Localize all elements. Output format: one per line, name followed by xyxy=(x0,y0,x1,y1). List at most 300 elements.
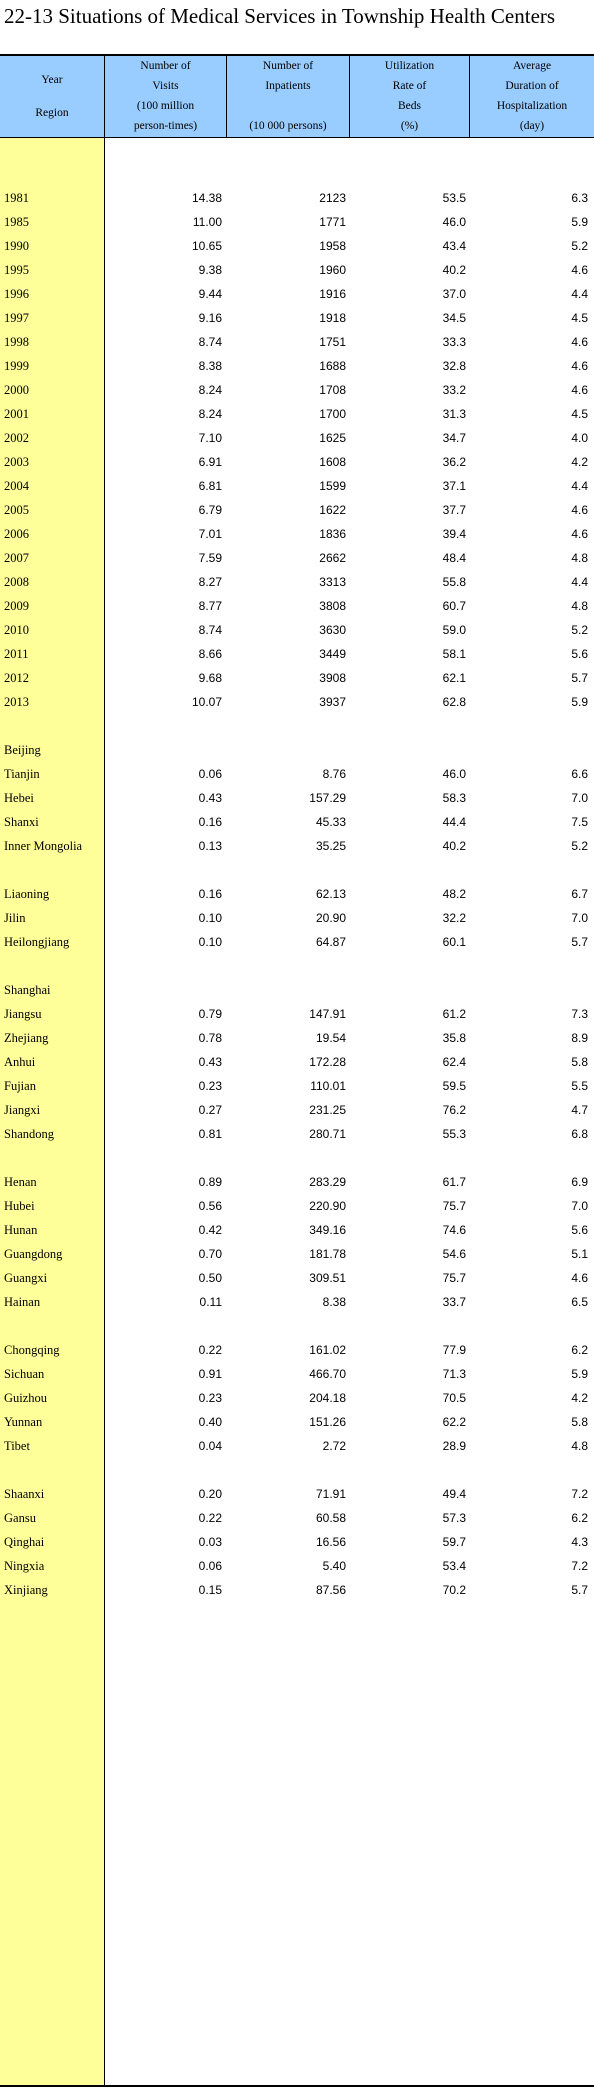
duration-cell: 4.6 xyxy=(571,383,588,397)
bed-rate-cell: 62.1 xyxy=(442,671,466,685)
duration-cell: 4.6 xyxy=(571,527,588,541)
visits-cell: 0.89 xyxy=(198,1175,222,1189)
visits-cell: 0.78 xyxy=(198,1031,222,1045)
inpatients-cell: 3808 xyxy=(319,599,346,613)
row-label: Beijing xyxy=(4,743,41,757)
row-label: Jilin xyxy=(4,911,26,925)
bed-rate-cell: 75.7 xyxy=(442,1271,466,1285)
inpatients-cell: 3908 xyxy=(319,671,346,685)
table-row xyxy=(0,594,594,618)
visits-cell: 7.10 xyxy=(198,431,222,445)
visits-cell: 0.23 xyxy=(198,1391,222,1405)
duration-cell: 7.0 xyxy=(571,791,588,805)
duration-cell: 6.6 xyxy=(571,767,588,781)
visits-cell: 0.06 xyxy=(198,1559,222,1573)
table-row xyxy=(0,762,594,786)
table-row xyxy=(0,738,594,762)
data-table xyxy=(0,54,594,2087)
row-label: 2003 xyxy=(4,455,29,469)
table-row xyxy=(0,786,594,810)
table-row xyxy=(0,354,594,378)
visits-cell: 8.74 xyxy=(198,623,222,637)
header-beds-line: (%) xyxy=(400,120,419,132)
visits-cell: 0.79 xyxy=(198,1007,222,1021)
duration-cell: 4.0 xyxy=(571,431,588,445)
row-label: Henan xyxy=(4,1175,37,1189)
table-row xyxy=(0,258,594,282)
bed-rate-cell: 49.4 xyxy=(442,1487,466,1501)
bed-rate-cell: 60.7 xyxy=(442,599,466,613)
table-row xyxy=(0,1026,594,1050)
visits-cell: 0.50 xyxy=(198,1271,222,1285)
row-label: Heilongjiang xyxy=(4,935,70,949)
visits-cell: 0.42 xyxy=(198,1223,222,1237)
duration-cell: 7.5 xyxy=(571,815,588,829)
row-label: 2012 xyxy=(4,671,29,685)
bed-rate-cell: 46.0 xyxy=(442,215,466,229)
duration-cell: 6.5 xyxy=(571,1295,588,1309)
inpatients-cell: 45.33 xyxy=(315,815,346,829)
table-row xyxy=(0,330,594,354)
inpatients-cell: 35.25 xyxy=(315,839,346,853)
table-row xyxy=(0,930,594,954)
table-row xyxy=(0,978,594,1002)
table-row xyxy=(0,1338,594,1362)
inpatients-cell: 1708 xyxy=(319,383,346,397)
duration-cell: 4.2 xyxy=(571,1391,588,1405)
visits-cell: 9.68 xyxy=(198,671,222,685)
inpatients-cell: 231.25 xyxy=(309,1103,346,1117)
visits-cell: 0.43 xyxy=(198,1055,222,1069)
inpatients-cell: 2123 xyxy=(319,191,346,205)
table-row xyxy=(0,306,594,330)
duration-cell: 4.8 xyxy=(571,551,588,565)
duration-cell: 7.0 xyxy=(571,911,588,925)
inpatients-cell: 172.28 xyxy=(309,1055,346,1069)
table-bottom-rule xyxy=(0,2085,594,2087)
row-label: Ningxia xyxy=(4,1559,45,1573)
duration-cell: 7.2 xyxy=(571,1559,588,1573)
header-year-region xyxy=(0,56,104,137)
header-year-label: Year xyxy=(41,74,63,86)
table-row xyxy=(0,1242,594,1266)
duration-cell: 6.8 xyxy=(571,1127,588,1141)
inpatients-cell: 161.02 xyxy=(309,1343,346,1357)
header-inpatients-line: (10 000 persons) xyxy=(249,120,327,132)
duration-cell: 5.1 xyxy=(571,1247,588,1261)
visits-cell: 0.03 xyxy=(198,1535,222,1549)
visits-cell: 8.66 xyxy=(198,647,222,661)
bed-rate-cell: 36.2 xyxy=(442,455,466,469)
table-row xyxy=(0,498,594,522)
row-label: 2008 xyxy=(4,575,29,589)
row-label: Anhui xyxy=(4,1055,36,1069)
bed-rate-cell: 70.5 xyxy=(442,1391,466,1405)
duration-cell: 4.7 xyxy=(571,1103,588,1117)
row-label: 2010 xyxy=(4,623,29,637)
duration-cell: 8.9 xyxy=(571,1031,588,1045)
visits-cell: 8.24 xyxy=(198,383,222,397)
table-row xyxy=(0,378,594,402)
inpatients-cell: 204.18 xyxy=(309,1391,346,1405)
visits-cell: 9.44 xyxy=(198,287,222,301)
row-label: 2002 xyxy=(4,431,29,445)
header-visits-line: Number of xyxy=(140,60,191,72)
table-row xyxy=(0,1386,594,1410)
header-inpatients-line xyxy=(287,99,290,114)
bed-rate-cell: 37.7 xyxy=(442,503,466,517)
bed-rate-cell: 43.4 xyxy=(442,239,466,253)
table-row xyxy=(0,1122,594,1146)
table-row xyxy=(0,474,594,498)
row-label: Chongqing xyxy=(4,1343,60,1357)
inpatients-cell: 1836 xyxy=(319,527,346,541)
table-row xyxy=(0,1506,594,1530)
bed-rate-cell: 33.2 xyxy=(442,383,466,397)
bed-rate-cell: 57.3 xyxy=(442,1511,466,1525)
visits-cell: 0.40 xyxy=(198,1415,222,1429)
duration-cell: 5.8 xyxy=(571,1055,588,1069)
inpatients-cell: 87.56 xyxy=(315,1583,346,1597)
table-row xyxy=(0,1410,594,1434)
bed-rate-cell: 48.4 xyxy=(442,551,466,565)
inpatients-cell: 181.78 xyxy=(309,1247,346,1261)
row-label: Zhejiang xyxy=(4,1031,49,1045)
row-label: Hainan xyxy=(4,1295,41,1309)
bed-rate-cell: 37.0 xyxy=(442,287,466,301)
inpatients-cell: 151.26 xyxy=(309,1415,346,1429)
duration-cell: 4.6 xyxy=(571,263,588,277)
visits-cell: 10.07 xyxy=(191,695,222,709)
duration-cell: 4.5 xyxy=(571,407,588,421)
table-row xyxy=(0,1002,594,1026)
inpatients-cell: 309.51 xyxy=(309,1271,346,1285)
inpatients-cell: 1622 xyxy=(319,503,346,517)
inpatients-cell: 1918 xyxy=(319,311,346,325)
inpatients-cell: 1625 xyxy=(319,431,346,445)
header-duration-line: Duration of xyxy=(505,80,559,92)
table-row xyxy=(0,450,594,474)
duration-cell: 4.8 xyxy=(571,599,588,613)
bed-rate-cell: 34.5 xyxy=(442,311,466,325)
table-row xyxy=(0,810,594,834)
visits-cell: 0.16 xyxy=(198,815,222,829)
bed-rate-cell: 32.2 xyxy=(442,911,466,925)
visits-cell: 14.38 xyxy=(191,191,222,205)
inpatients-cell: 1700 xyxy=(319,407,346,421)
row-label: Hunan xyxy=(4,1223,38,1237)
bed-rate-cell: 62.8 xyxy=(442,695,466,709)
spacer-row xyxy=(0,1146,594,1170)
header-inpatients-line: Number of xyxy=(262,60,314,72)
visits-cell: 6.91 xyxy=(198,455,222,469)
table-row xyxy=(0,1098,594,1122)
table-row xyxy=(0,546,594,570)
header-duration-line: Average xyxy=(512,60,552,72)
bed-rate-cell: 35.8 xyxy=(442,1031,466,1045)
visits-cell: 0.23 xyxy=(198,1079,222,1093)
row-label: 2007 xyxy=(4,551,29,565)
row-label: Shanxi xyxy=(4,815,39,829)
bed-rate-cell: 44.4 xyxy=(442,815,466,829)
bed-rate-cell: 62.2 xyxy=(442,1415,466,1429)
row-label: 1995 xyxy=(4,263,29,277)
header-bed-utilization xyxy=(350,56,469,137)
bed-rate-cell: 37.1 xyxy=(442,479,466,493)
duration-cell: 5.6 xyxy=(571,647,588,661)
visits-cell: 0.11 xyxy=(199,1295,222,1309)
table-row xyxy=(0,1074,594,1098)
duration-cell: 7.0 xyxy=(571,1199,588,1213)
table-row xyxy=(0,234,594,258)
duration-cell: 5.7 xyxy=(571,671,588,685)
visits-cell: 7.01 xyxy=(198,527,222,541)
row-label: Gansu xyxy=(4,1511,36,1525)
row-label: 2011 xyxy=(4,647,29,661)
inpatients-cell: 2.72 xyxy=(322,1439,346,1453)
bed-rate-cell: 53.5 xyxy=(442,191,466,205)
row-label: 1990 xyxy=(4,239,29,253)
inpatients-cell: 1688 xyxy=(319,359,346,373)
row-label: Sichuan xyxy=(4,1367,45,1381)
table-row xyxy=(0,402,594,426)
row-label: Guangdong xyxy=(4,1247,63,1261)
inpatients-cell: 3937 xyxy=(319,695,346,709)
bed-rate-cell: 60.1 xyxy=(442,935,466,949)
spacer-row xyxy=(0,714,594,738)
bed-rate-cell: 59.5 xyxy=(442,1079,466,1093)
spacer-row xyxy=(0,1314,594,1338)
duration-cell: 5.8 xyxy=(571,1415,588,1429)
header-visits-line: (100 million xyxy=(136,100,195,112)
table-row xyxy=(0,522,594,546)
duration-cell: 6.3 xyxy=(571,191,588,205)
visits-cell: 8.38 xyxy=(198,359,222,373)
row-label: Jiangxi xyxy=(4,1103,41,1117)
visits-cell: 10.65 xyxy=(191,239,222,253)
spacer-row xyxy=(0,954,594,978)
row-label: 2009 xyxy=(4,599,29,613)
duration-cell: 6.9 xyxy=(571,1175,588,1189)
header-duration-line: (day) xyxy=(519,120,545,132)
table-row xyxy=(0,1362,594,1386)
visits-cell: 8.74 xyxy=(198,335,222,349)
inpatients-cell: 60.58 xyxy=(315,1511,346,1525)
inpatients-cell: 349.16 xyxy=(309,1223,346,1237)
bed-rate-cell: 59.7 xyxy=(442,1535,466,1549)
bed-rate-cell: 59.0 xyxy=(442,623,466,637)
table-row xyxy=(0,642,594,666)
bed-rate-cell: 75.7 xyxy=(442,1199,466,1213)
inpatients-cell: 220.90 xyxy=(309,1199,346,1213)
bed-rate-cell: 31.3 xyxy=(442,407,466,421)
bed-rate-cell: 33.7 xyxy=(442,1295,466,1309)
visits-cell: 8.24 xyxy=(198,407,222,421)
inpatients-cell: 147.91 xyxy=(309,1007,346,1021)
row-label: 1981 xyxy=(4,191,29,205)
duration-cell: 4.2 xyxy=(571,455,588,469)
table-row xyxy=(0,1578,594,1602)
inpatients-cell: 283.29 xyxy=(309,1175,346,1189)
duration-cell: 6.7 xyxy=(571,887,588,901)
bed-rate-cell: 33.3 xyxy=(442,335,466,349)
visits-cell: 0.22 xyxy=(198,1511,222,1525)
row-label: Hubei xyxy=(4,1199,35,1213)
spacer-row xyxy=(0,858,594,882)
bed-rate-cell: 48.2 xyxy=(442,887,466,901)
inpatients-cell: 1916 xyxy=(319,287,346,301)
row-label: 2000 xyxy=(4,383,29,397)
inpatients-cell: 1599 xyxy=(319,479,346,493)
inpatients-cell: 1771 xyxy=(319,215,346,229)
inpatients-cell: 280.71 xyxy=(309,1127,346,1141)
table-row xyxy=(0,1530,594,1554)
row-label: 2005 xyxy=(4,503,29,517)
inpatients-cell: 3313 xyxy=(319,575,346,589)
row-label: Liaoning xyxy=(4,887,50,901)
visits-cell: 0.91 xyxy=(198,1367,222,1381)
visits-cell: 0.22 xyxy=(198,1343,222,1357)
row-label: 1996 xyxy=(4,287,29,301)
row-label: Guizhou xyxy=(4,1391,48,1405)
header-visits-line: person-times) xyxy=(133,120,198,132)
visits-cell: 0.56 xyxy=(198,1199,222,1213)
visits-cell: 0.81 xyxy=(198,1127,222,1141)
bed-rate-cell: 74.6 xyxy=(442,1223,466,1237)
inpatients-cell: 5.40 xyxy=(322,1559,346,1573)
table-row xyxy=(0,666,594,690)
bed-rate-cell: 34.7 xyxy=(442,431,466,445)
duration-cell: 6.2 xyxy=(571,1343,588,1357)
row-label: 2006 xyxy=(4,527,29,541)
inpatients-cell: 3630 xyxy=(319,623,346,637)
visits-cell: 9.38 xyxy=(198,263,222,277)
bed-rate-cell: 53.4 xyxy=(442,1559,466,1573)
row-label: Shandong xyxy=(4,1127,54,1141)
inpatients-cell: 157.29 xyxy=(309,791,346,805)
duration-cell: 7.3 xyxy=(571,1007,588,1021)
table-row xyxy=(0,210,594,234)
table-row xyxy=(0,1050,594,1074)
duration-cell: 5.2 xyxy=(571,839,588,853)
table-header xyxy=(0,54,594,138)
bed-rate-cell: 39.4 xyxy=(442,527,466,541)
duration-cell: 4.6 xyxy=(571,359,588,373)
bed-rate-cell: 55.8 xyxy=(442,575,466,589)
table-row xyxy=(0,882,594,906)
inpatients-cell: 1958 xyxy=(319,239,346,253)
row-label: 1998 xyxy=(4,335,29,349)
duration-cell: 5.7 xyxy=(571,935,588,949)
header-inpatients xyxy=(227,56,349,137)
row-label: Fujian xyxy=(4,1079,36,1093)
inpatients-cell: 19.54 xyxy=(315,1031,346,1045)
header-beds-line: Beds xyxy=(398,100,421,112)
visits-cell: 0.13 xyxy=(198,839,222,853)
bed-rate-cell: 61.2 xyxy=(442,1007,466,1021)
duration-cell: 6.2 xyxy=(571,1511,588,1525)
visits-cell: 9.16 xyxy=(198,311,222,325)
table-row xyxy=(0,186,594,210)
table-row xyxy=(0,1266,594,1290)
table-row xyxy=(0,1290,594,1314)
bed-rate-cell: 58.1 xyxy=(442,647,466,661)
bed-rate-cell: 61.7 xyxy=(442,1175,466,1189)
duration-cell: 4.3 xyxy=(571,1535,588,1549)
bed-rate-cell: 58.3 xyxy=(442,791,466,805)
inpatients-cell: 1960 xyxy=(319,263,346,277)
header-visits xyxy=(105,56,226,137)
duration-cell: 4.6 xyxy=(571,1271,588,1285)
table-row xyxy=(0,1434,594,1458)
bed-rate-cell: 70.2 xyxy=(442,1583,466,1597)
visits-cell: 11.00 xyxy=(192,215,222,229)
row-label: Guangxi xyxy=(4,1271,48,1285)
bed-rate-cell: 46.0 xyxy=(442,767,466,781)
visits-cell: 8.77 xyxy=(198,599,222,613)
row-label: 1985 xyxy=(4,215,29,229)
visits-cell: 0.70 xyxy=(198,1247,222,1261)
bed-rate-cell: 55.3 xyxy=(442,1127,466,1141)
row-label: Tianjin xyxy=(4,767,40,781)
duration-cell: 7.2 xyxy=(571,1487,588,1501)
header-beds-line: Utilization xyxy=(384,60,435,72)
visits-cell: 0.43 xyxy=(198,791,222,805)
visits-cell: 0.06 xyxy=(198,767,222,781)
inpatients-cell: 20.90 xyxy=(315,911,346,925)
duration-cell: 5.2 xyxy=(571,623,588,637)
duration-cell: 4.4 xyxy=(571,575,588,589)
inpatients-cell: 71.91 xyxy=(315,1487,346,1501)
visits-cell: 0.20 xyxy=(198,1487,222,1501)
row-label: Shanghai xyxy=(4,983,51,997)
row-label: Inner Mongolia xyxy=(4,839,83,853)
inpatients-cell: 2662 xyxy=(319,551,346,565)
row-label: Hebei xyxy=(4,791,34,805)
inpatients-cell: 110.01 xyxy=(310,1079,346,1093)
duration-cell: 4.4 xyxy=(571,479,588,493)
inpatients-cell: 62.13 xyxy=(315,887,346,901)
inpatients-cell: 8.38 xyxy=(322,1295,346,1309)
table-row xyxy=(0,690,594,714)
visits-cell: 0.15 xyxy=(198,1583,222,1597)
inpatients-cell: 16.56 xyxy=(315,1535,346,1549)
table-row xyxy=(0,426,594,450)
duration-cell: 4.5 xyxy=(571,311,588,325)
header-hospitalization-duration xyxy=(470,56,594,137)
row-label: Tibet xyxy=(4,1439,30,1453)
table-row xyxy=(0,1170,594,1194)
duration-cell: 5.9 xyxy=(571,1367,588,1381)
header-beds-line: Rate of xyxy=(392,80,427,92)
visits-cell: 0.10 xyxy=(198,911,222,925)
bed-rate-cell: 76.2 xyxy=(442,1103,466,1117)
spacer-row xyxy=(0,1458,594,1482)
visits-cell: 6.79 xyxy=(198,503,222,517)
row-label: 1997 xyxy=(4,311,29,325)
row-label: Shaanxi xyxy=(4,1487,45,1501)
duration-cell: 5.5 xyxy=(571,1079,588,1093)
row-label: 2013 xyxy=(4,695,29,709)
row-label: Xinjiang xyxy=(4,1583,48,1597)
duration-cell: 5.9 xyxy=(571,215,588,229)
inpatients-cell: 1751 xyxy=(319,335,346,349)
visits-cell: 8.27 xyxy=(198,575,222,589)
header-region-label: Region xyxy=(35,107,69,119)
bed-rate-cell: 54.6 xyxy=(442,1247,466,1261)
inpatients-cell: 64.87 xyxy=(315,935,346,949)
header-inpatients-line: Inpatients xyxy=(265,80,311,92)
